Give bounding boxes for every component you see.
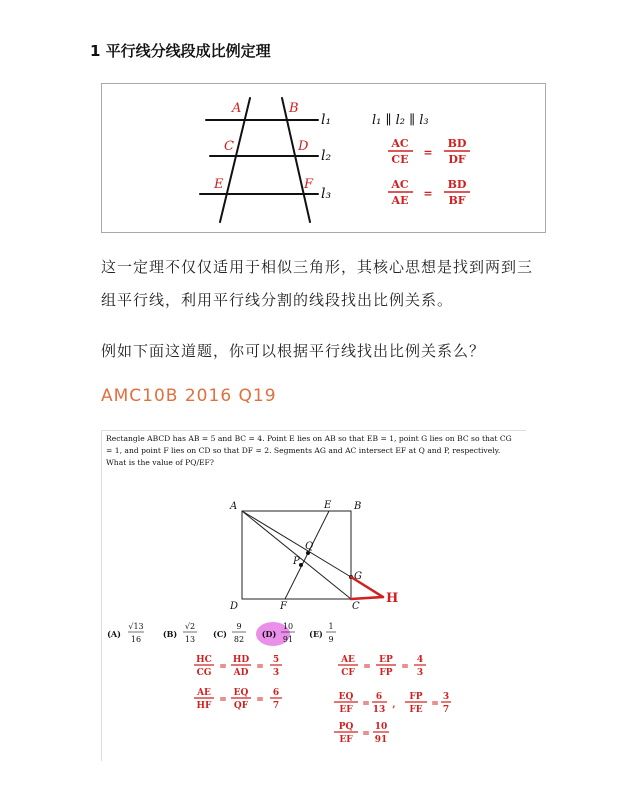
svg-text:6: 6 [375,692,383,702]
svg-text:B: B [354,501,362,512]
svg-text:3: 3 [442,692,450,702]
svg-text:BD: BD [447,178,467,191]
paragraph-question: 例如下面这道题，你可以根据平行线找出比例关系么？ [101,342,486,360]
svg-text:AC: AC [391,137,409,150]
svg-text:AD: AD [233,668,249,678]
label-f: F [304,177,314,192]
segment-ac [242,511,351,599]
svg-text:CF: CF [341,668,355,678]
svg-text:(E): (E) [309,629,323,639]
svg-text:=: = [363,662,371,672]
svg-text:CG: CG [196,668,212,678]
svg-text:HF: HF [196,701,212,711]
label-l3: l₃ [321,186,332,202]
problem-source: AMC10B 2016 Q19 [101,386,277,406]
label-b: B [289,101,299,116]
svg-text:FE: FE [409,705,423,715]
svg-text:10: 10 [374,722,388,732]
transversal-left [220,98,250,222]
svg-text:A: A [230,501,238,512]
svg-text:=: = [423,146,433,159]
svg-text:P: P [293,556,300,567]
svg-text:=: = [362,699,370,709]
svg-text:FP: FP [379,668,393,678]
svg-text:=: = [256,695,264,705]
svg-text:EF: EF [339,705,353,715]
svg-text:6: 6 [272,688,280,698]
svg-text:D: D [230,601,239,612]
svg-text:=: = [401,662,409,672]
svg-text:13: 13 [372,705,386,715]
svg-text:AC: AC [391,178,409,191]
svg-text:3: 3 [272,668,280,678]
svg-text:91: 91 [374,735,388,745]
label-c: C [224,139,234,154]
svg-text:DF: DF [448,153,466,166]
svg-text:7: 7 [442,705,450,715]
transversal-right [282,98,310,222]
svg-text:BD: BD [447,137,467,150]
svg-text:91: 91 [282,635,294,644]
svg-text:AE: AE [197,688,211,698]
svg-text:HC: HC [196,655,212,665]
problem-text: Rectangle ABCD has AB = 5 and BC = 4. Point E lies on AB so that EB = 1, point G lies on BC so that CG = 1, and point F lies on CD so that DF = 2. Segments AG and AC intersect EF at Q and P, respectively. What is the value of PQ/EF? [106,434,512,467]
svg-text:HD: HD [232,655,250,665]
svg-text:16: 16 [130,635,142,644]
paragraph-intro: 这一定理不仅仅适用于相似三角形，其核心思想是找到两到三组平行线，利用平行线分割的线段找出比例关系。 [101,258,534,309]
svg-text:9: 9 [328,635,334,644]
svg-text:FP: FP [409,692,423,702]
svg-text:Q: Q [305,541,314,552]
svg-text:9: 9 [236,622,242,631]
svg-text:E: E [324,500,332,511]
section-heading: 1 平行线分线段成比例定理 [90,42,271,60]
label-a: A [232,101,242,116]
theorem-drawing [102,84,545,232]
svg-text:EF: EF [339,735,353,745]
svg-text:F: F [280,601,287,612]
svg-text:7: 7 [272,701,280,711]
svg-text:82: 82 [233,635,245,644]
svg-text:=: = [219,695,227,705]
svg-text:(B): (B) [162,629,178,639]
svg-text:5: 5 [272,655,280,665]
svg-text:4: 4 [416,655,424,665]
svg-text:,: , [392,700,396,710]
svg-text:C: C [352,601,360,612]
problem-figure [101,430,526,761]
svg-text:(C): (C) [213,629,227,639]
label-d: D [298,139,309,154]
svg-text:AE: AE [391,194,409,207]
segment-ag [242,511,351,577]
label-l2: l₂ [321,148,332,164]
svg-text:EQ: EQ [338,692,354,702]
svg-text:AE: AE [341,655,355,665]
svg-text:=: = [256,662,264,672]
svg-text:G: G [354,571,362,582]
svg-text:=: = [423,187,433,200]
svg-text:=: = [219,662,227,672]
label-e: E [214,177,224,192]
svg-text:10: 10 [282,622,294,631]
svg-text:PQ: PQ [338,722,354,732]
svg-text:QF: QF [233,701,249,711]
svg-text:=: = [362,729,370,739]
svg-text:=: = [431,699,439,709]
svg-text:√13: √13 [128,622,144,631]
svg-text:1: 1 [328,622,334,631]
svg-text:13: 13 [184,635,196,644]
theorem-figure [101,83,546,233]
svg-text:CE: CE [391,153,409,166]
extension-to-h [351,577,383,597]
svg-text:BF: BF [448,194,466,207]
parallel-note: l₁ ∥ l₂ ∥ l₃ [372,113,429,128]
svg-text:(A): (A) [107,629,121,639]
svg-text:EQ: EQ [233,688,249,698]
svg-text:EP: EP [379,655,393,665]
label-l1: l₁ [321,112,332,128]
problem-drawing [102,431,526,761]
svg-text:√2: √2 [184,622,196,631]
svg-text:(D): (D) [261,629,277,639]
segment-ef [285,511,329,599]
svg-text:3: 3 [416,668,424,678]
svg-text:H: H [386,591,399,606]
